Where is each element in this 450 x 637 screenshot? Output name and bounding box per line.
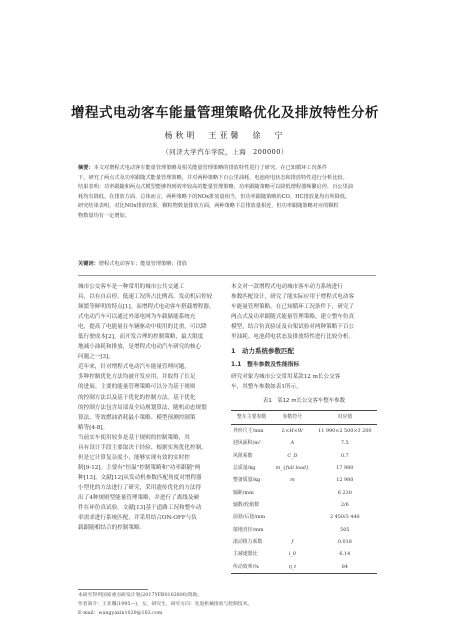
left-column — [78, 282, 220, 533]
subsection-heading: 1.1 整车参数及性能指标 — [231, 362, 300, 369]
body-line: 算法、等效燃油消耗最小策略、模型预测控制策 — [78, 414, 196, 421]
table-header: 参数符号 — [272, 410, 312, 424]
body-line: 的控制方法包含局部及全局规划算法，随机动态规划 — [78, 404, 207, 411]
table-row — [231, 462, 377, 474]
body-line: 研究对象为城市公交常用某款12 m长公交客 — [231, 374, 341, 381]
table-cell: i_0 — [288, 551, 296, 558]
table-row — [231, 449, 377, 461]
footnote — [78, 592, 376, 618]
table-cell: 轴距/mm — [233, 489, 254, 496]
body-line: 频繁等鲜明的特点[1]。而增程式电动客车搭载增程器， — [78, 304, 215, 311]
body-line: 地减小油耗和排放，是增程式电动汽车研究的核心 — [78, 344, 202, 351]
table-row — [231, 548, 377, 560]
body-line: 略等[4-8]。 — [78, 424, 109, 431]
table-row — [231, 536, 377, 548]
abstract-line: 耗均有降低。在排放方面，总体而言，两种策略下的NOx排放量相当，但功率跟随策略的CO、HC排放量均有所降低。 — [78, 193, 351, 200]
body-line: 出了4种规则型能量管理策略，并进行了离线及硬 — [78, 494, 200, 501]
body-line: 具，以有自启停、低速工况所占比例高、发动机启停较 — [78, 294, 213, 301]
table-cell: 外形尺寸/mm — [233, 427, 264, 434]
table-cell: 迎风面积/m² — [233, 440, 261, 447]
body-line: 种[13]。文献[12]从发动机参数匹配角度对增程器 — [78, 474, 202, 481]
body-line: 里油耗、电池荷电状态及排放特性进行比较分析。 — [231, 334, 355, 341]
body-line: 模型，结合仿真验证及台架试验对两种策略下百公 — [231, 324, 355, 331]
table-cell: 7.5 — [340, 440, 349, 447]
body-line: 两点式及功率跟随式能量管理策略，建立整车仿真 — [231, 314, 355, 321]
table-cell: 11 990×2 500×3 200 — [318, 427, 372, 434]
table-row — [231, 523, 377, 535]
keywords-label: 关键词： — [78, 261, 99, 267]
table-cell: 接地直径/mm — [233, 526, 264, 533]
keywords — [78, 260, 376, 267]
table-row — [231, 474, 377, 486]
table-cell: 整备质量/kg — [233, 477, 261, 484]
table-cell: 12 980 — [336, 477, 354, 484]
body-line: 近年来，针对增程式电动汽车能量管理问题， — [78, 364, 190, 371]
table-row — [231, 511, 377, 523]
body-line: 当前实车使用较多是基于规则的控制策略，其 — [78, 434, 190, 441]
table-cell: 2/6 — [340, 501, 349, 508]
body-line: 载跟随相结合的控制策略。 — [78, 525, 146, 532]
table-header: 对应值 — [313, 410, 377, 424]
table-cell: L×H×W — [282, 427, 303, 434]
table-cell: 84 — [313, 560, 377, 573]
table-cell: 滚动阻力系数 — [233, 538, 263, 545]
body-line: 小型化的方法进行了研究，采用遗传优化的方法得 — [78, 484, 202, 491]
table-cell: 6.14 — [339, 551, 351, 558]
table-cell — [272, 523, 312, 535]
table-cell: 前悬/后悬/mm — [233, 514, 266, 521]
table-cell: f — [291, 538, 294, 545]
abstract-line: 研究结果表明，对比NOx排放结果，颗粒物数量排放方面，两种策略下总排放量相近，但功率跟随策略对应的颗粒 — [78, 203, 339, 210]
abstract-label: 摘要： — [78, 165, 94, 171]
footnote-line: E-mail：wangyaxin1029@163.com — [78, 610, 163, 616]
table-cell: 传动效率/% — [231, 560, 272, 573]
right-column — [231, 282, 377, 574]
footnote-divider — [78, 589, 148, 590]
table-caption: 表1 某12 m长公交客车整车参数 — [263, 398, 345, 405]
body-line: 具有设计手段主要取决于经验、根据实现优化控制， — [78, 444, 207, 451]
table-cell: 总质量/kg — [233, 464, 256, 471]
body-line: 件在环仿真试验。文献[13]基于道路工况和整车动 — [78, 505, 202, 512]
table-row — [231, 499, 377, 511]
section-divider — [78, 275, 376, 276]
body-line: 问题之一[3]。 — [78, 354, 114, 361]
body-line: 低行驶成本[2]。而开发合理的控制策略，最大限度 — [78, 334, 204, 341]
body-line: 制[9-12]。主要有"恒温"控制策略和"功率跟随"两 — [78, 464, 201, 471]
table-cell: 2 450/3 440 — [329, 514, 360, 521]
table-row — [231, 437, 377, 449]
body-line: 多种控制优化方法均被开发应用，并取得了长足 — [78, 374, 196, 381]
table-cell: 轴数/轮胎数 — [233, 501, 260, 508]
body-line: 式电动汽车可以通过外部电网为车载储能系统充 — [78, 314, 196, 321]
body-line: 车，其整车参数如表1所示。 — [231, 384, 302, 391]
table-cell: η_t — [272, 560, 312, 573]
table-cell: C_D — [287, 452, 298, 459]
table-row — [231, 486, 377, 498]
paper-affiliation: （同济大学汽车学院，上海 200000） — [162, 148, 288, 156]
abstract-line: 摘要：本文对增程式电动客车能量管理策略及相关能量管理策略的排放特性进行了研究。在已知循环工况条件 — [78, 165, 328, 171]
body-line: 的控制方法以及基于优化的控制方法。基于优化 — [78, 394, 196, 401]
table-cell: 风阻系数 — [233, 452, 253, 459]
table-cell — [272, 499, 312, 511]
body-line: 的进展。主要的能量管理策略可以分为基于规则 — [78, 384, 196, 391]
table-cell: 0.018 — [337, 538, 352, 545]
body-line: 率需求进行系统匹配，并采用结合ON-OFF与负 — [78, 515, 197, 522]
table-header-row — [231, 410, 377, 424]
footnote-line: 本研究得到国家重点研发计划(2017YFB0102800)资助。 — [78, 593, 203, 598]
section-heading: 1 动力系统参数匹配 — [231, 347, 295, 356]
table-cell: m_{full load} — [275, 464, 310, 471]
keywords-text: 增程式电动客车；能量管理策略；排放 — [98, 261, 187, 267]
paper-title: 增程式电动客车能量管理策略优化及排放特性分析 — [71, 105, 379, 121]
table-cell: m — [290, 477, 295, 484]
table-header: 整车主要参数 — [231, 410, 272, 424]
table-cell: 0.7 — [340, 452, 349, 459]
table-cell: 17 980 — [336, 464, 354, 471]
abstract-line: 物数量均有一定增加。 — [78, 212, 130, 219]
abstract-line: 下，研究了两点式及功率跟随式能量管理策略，并对两种策略下百公里油耗、电池荷电状态和排放特性进行分析比较。 — [78, 174, 348, 181]
table-cell: 主减速器比 — [233, 551, 258, 558]
body-line: 城市公交客车是一种常用的城市公共交通工 — [78, 284, 185, 290]
body-line: 电，提高了电能量在车辆驱动中使用的比重，可以降 — [78, 324, 207, 331]
paper-authors: 杨秋明 王亚馨 徐 宁 — [164, 131, 286, 140]
parameter-table — [231, 410, 377, 574]
body-line: 参数匹配设计，研究了能实际应用于增程式电动客 — [231, 294, 355, 301]
footnote-line: 作者简介：王亚馨(1995—)，女，研究生，研究方向：先进机械排放与控制技术。 — [78, 601, 253, 607]
table-cell: 6 230 — [337, 489, 352, 496]
table-cell — [272, 486, 312, 498]
table-row — [231, 424, 377, 437]
table-cell: 505 — [340, 526, 350, 533]
abstract-line: 结果表明：功率跟随和两点式模型能够得到效率较高的能量管理策略，功率跟随策略可以降低增程器频繁启停，百公里油 — [78, 184, 353, 191]
table-row — [231, 560, 377, 573]
body-line: 车能量管理策略。在已知循环工况条件下，研究了 — [231, 304, 355, 311]
abstract — [78, 164, 376, 222]
table-cell — [272, 511, 312, 523]
table-body — [231, 424, 377, 573]
body-line: 本文对一款增程式电动城市客车动力系统进行 — [231, 284, 343, 290]
body-line: 但是它计算复杂度小，能够实现有效的实时控 — [78, 454, 190, 461]
table-cell: A — [290, 440, 295, 447]
